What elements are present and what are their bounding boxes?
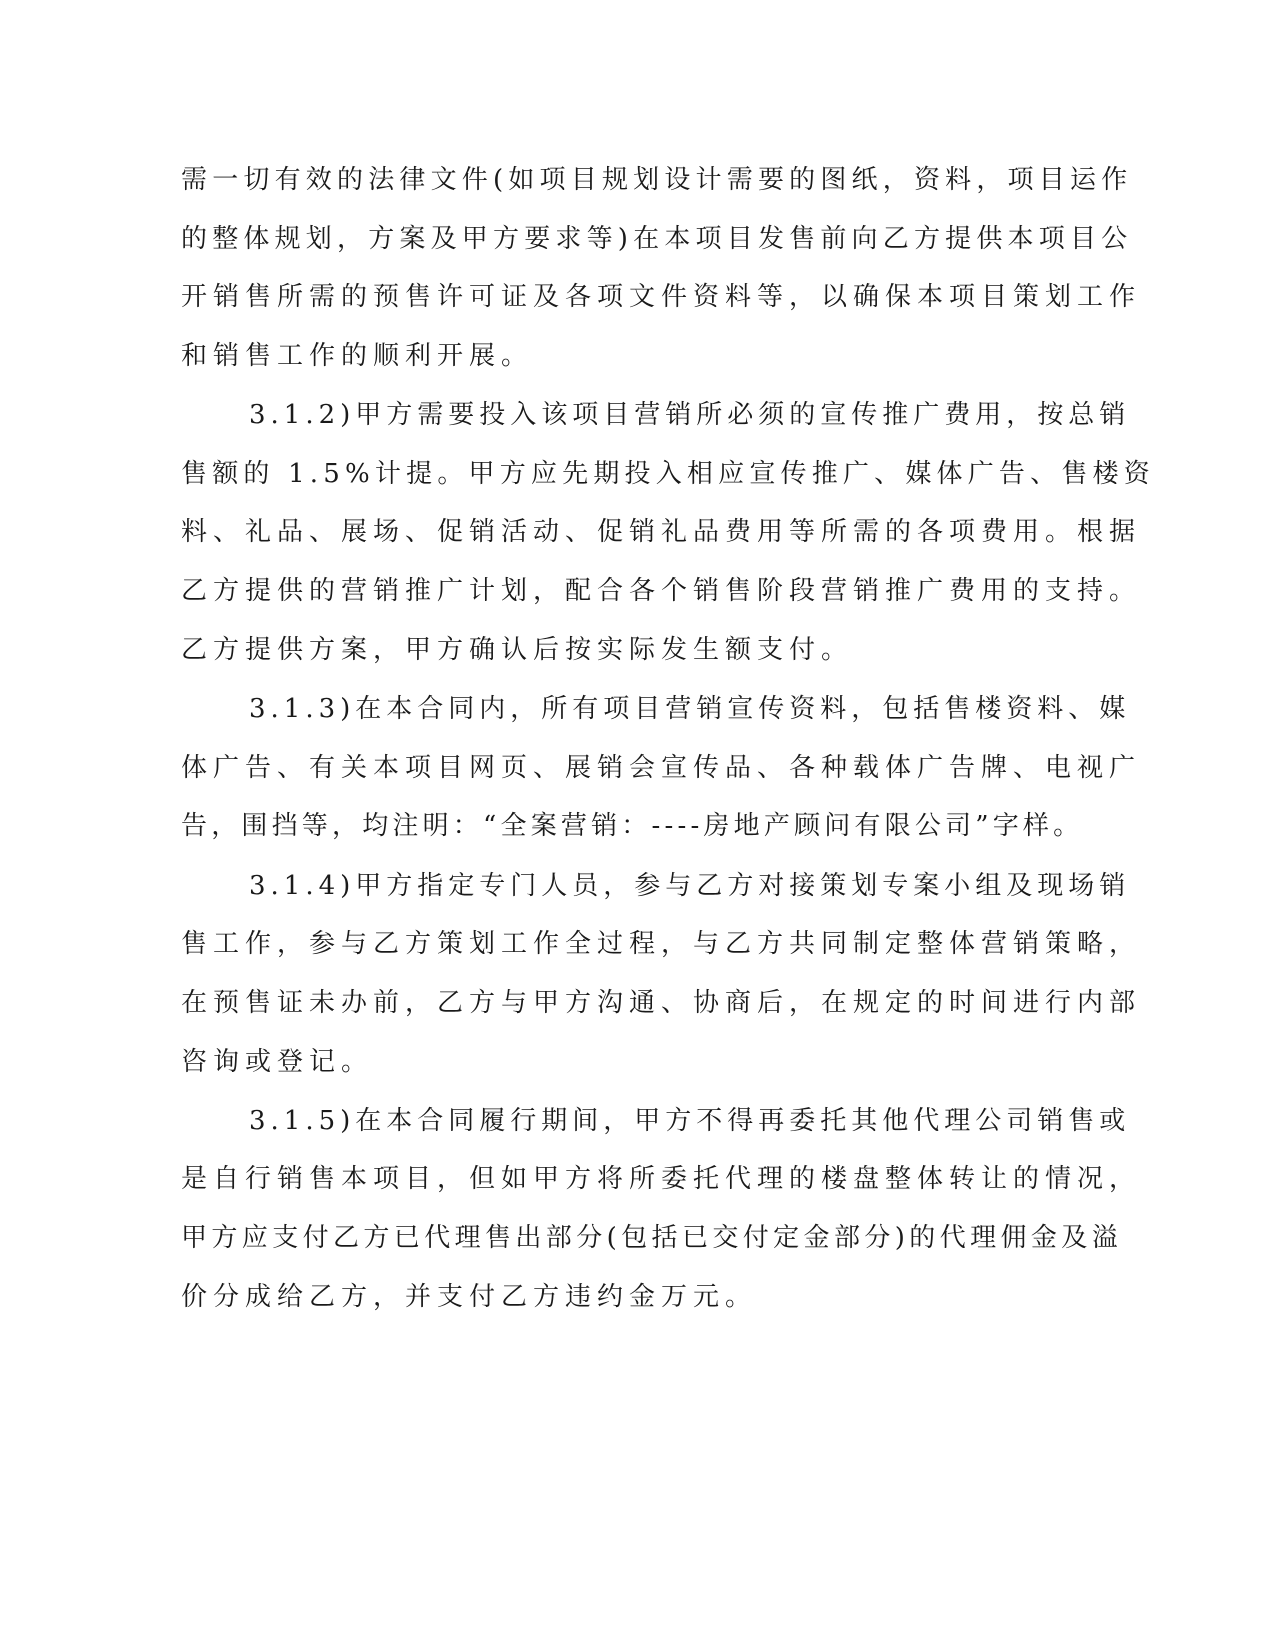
paragraph-313-line-3: 告，围挡等，均注明：“全案营销：----房地产顾问有限公司”字样。	[181, 811, 1084, 841]
paragraph-314-line-2: 售工作，参与乙方策划工作全过程，与乙方共同制定整体营销策略，	[181, 929, 1142, 959]
paragraph-315-line-4: 价分成给乙方，并支付乙方违约金万元。	[181, 1282, 758, 1312]
paragraph-1-line-1: 需一切有效的法律文件(如项目规划设计需要的图纸，资料，项目运作	[181, 165, 1133, 195]
paragraph-315-line-1: 3.1.5)在本合同履行期间，甲方不得再委托其他代理公司销售或	[249, 1106, 1131, 1136]
paragraph-312-line-1: 3.1.2)甲方需要投入该项目营销所必须的宣传推广费用，按总销	[249, 400, 1131, 430]
paragraph-312-line-3: 料、礼品、展场、促销活动、促销礼品费用等所需的各项费用。根据	[181, 517, 1142, 547]
paragraph-312-line-2: 售额的 1.5%计提。甲方应先期投入相应宣传推广、媒体广告、售楼资	[181, 459, 1155, 489]
paragraph-315-line-3: 甲方应支付乙方已代理售出部分(包括已交付定金部分)的代理佣金及溢	[181, 1223, 1123, 1253]
paragraph-313-line-1: 3.1.3)在本合同内，所有项目营销宣传资料，包括售楼资料、媒	[249, 694, 1131, 724]
paragraph-1-line-4: 和销售工作的顺利开展。	[181, 341, 534, 371]
paragraph-315-line-2: 是自行销售本项目，但如甲方将所委托代理的楼盘整体转让的情况，	[181, 1164, 1142, 1194]
paragraph-313-line-2: 体广告、有关本项目网页、展销会宣传品、各种载体广告牌、电视广	[181, 753, 1142, 783]
paragraph-314-line-4: 咨询或登记。	[181, 1047, 374, 1077]
paragraph-314-line-3: 在预售证未办前，乙方与甲方沟通、协商后，在规定的时间进行内部	[181, 988, 1142, 1018]
paragraph-1-line-3: 开销售所需的预售许可证及各项文件资料等，以确保本项目策划工作	[181, 282, 1142, 312]
paragraph-312-line-4: 乙方提供的营销推广计划，配合各个销售阶段营销推广费用的支持。	[181, 576, 1142, 606]
paragraph-314-line-1: 3.1.4)甲方指定专门人员，参与乙方对接策划专案小组及现场销	[249, 871, 1131, 901]
paragraph-1-line-2: 的整体规划，方案及甲方要求等)在本项目发售前向乙方提供本项目公	[181, 224, 1133, 254]
paragraph-312-line-5: 乙方提供方案，甲方确认后按实际发生额支付。	[181, 635, 854, 665]
